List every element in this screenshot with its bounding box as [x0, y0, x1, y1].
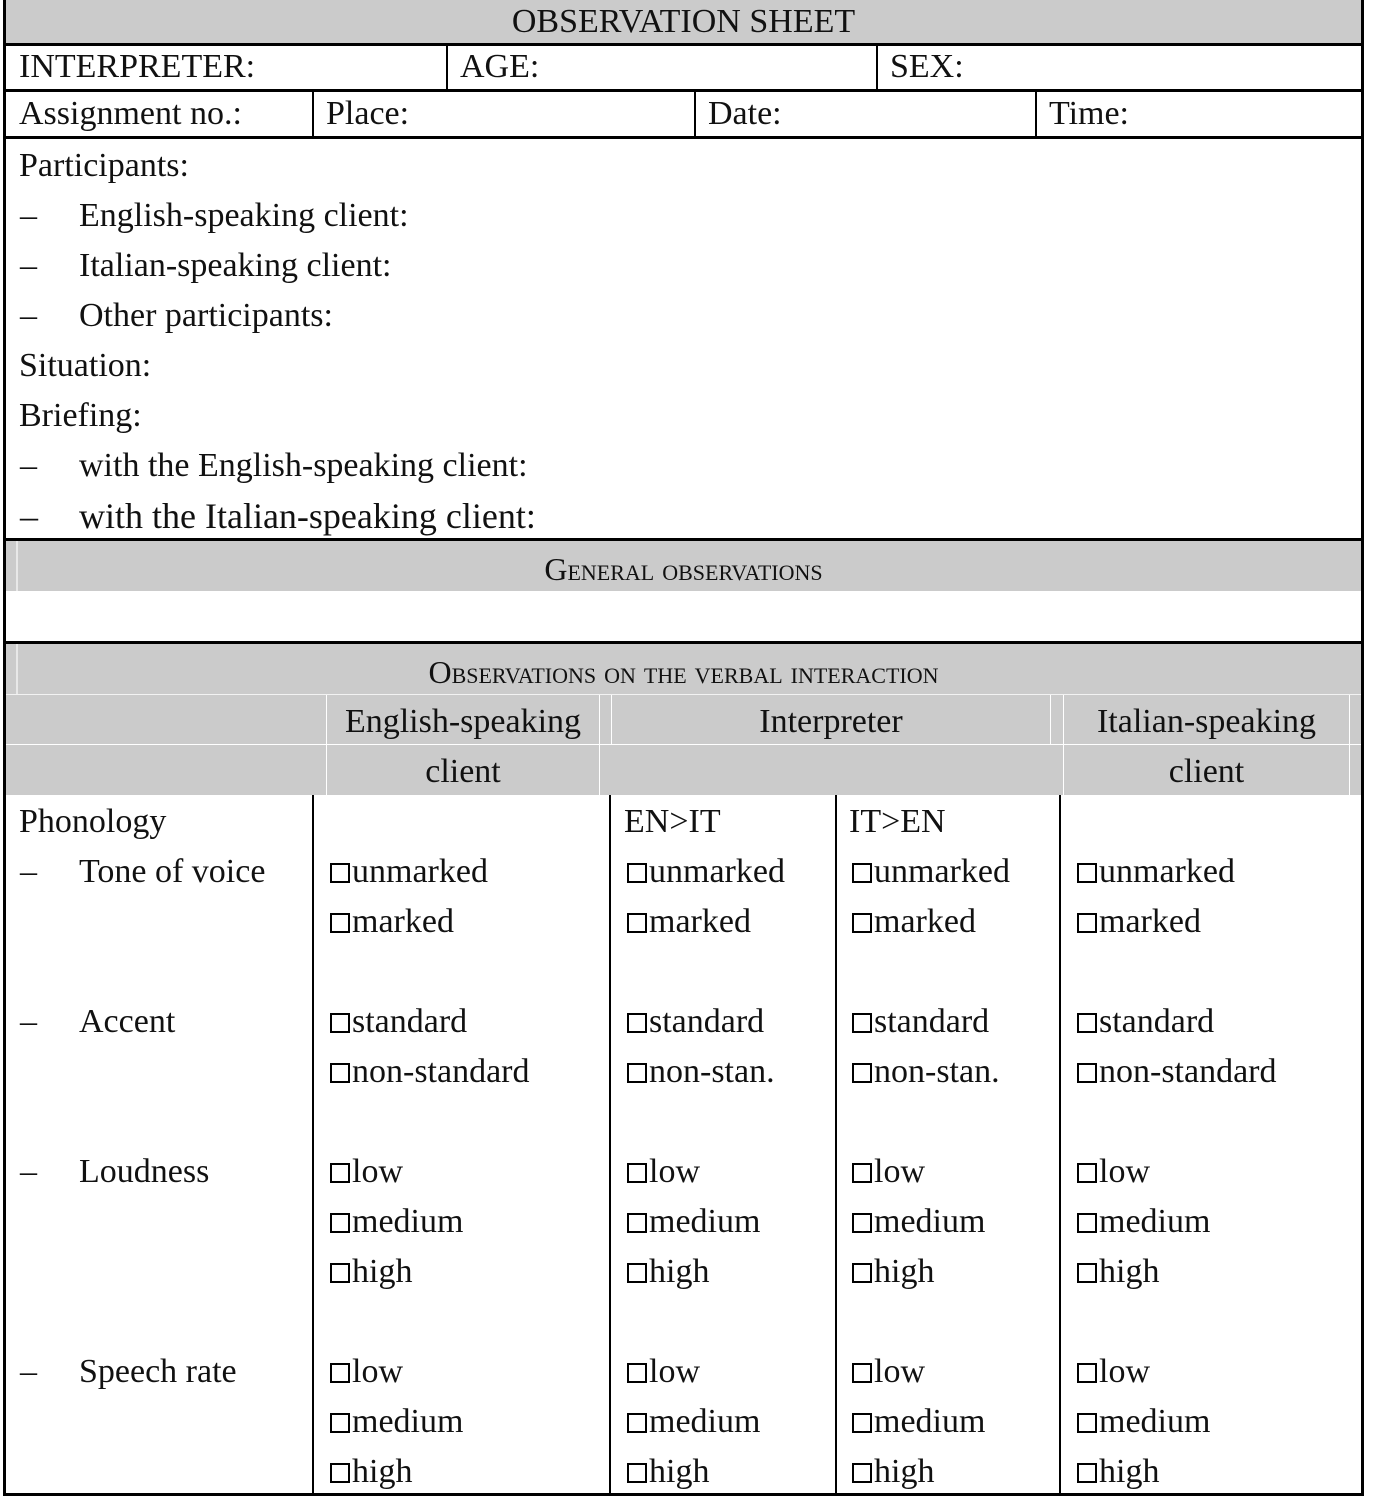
checkbox-option[interactable]: low	[330, 1347, 463, 1397]
other-participants-label: Other participants:	[79, 297, 333, 334]
briefing-italian-label: with the Italian-speaking client:	[79, 496, 536, 536]
phonology-label: Phonology	[19, 803, 167, 840]
checkbox-option[interactable]: low	[1077, 1347, 1210, 1397]
verbal-interaction-title: Observations on the verbal interaction	[428, 654, 939, 690]
verbal-interaction-header	[6, 644, 1361, 694]
speech-italian-options	[1077, 1347, 1210, 1497]
tone-of-voice-label: Tone of voice	[79, 853, 266, 890]
tone-english-options	[330, 847, 488, 947]
general-observations-field[interactable]	[6, 591, 1361, 641]
dash: –	[20, 447, 37, 484]
tone-en-it-options	[627, 847, 785, 947]
tone-it-en-options	[852, 847, 1010, 947]
checkbox-option[interactable]: unmarked	[852, 847, 1010, 897]
checkbox-option[interactable]: non-stan.	[627, 1047, 775, 1097]
participants-label: Participants:	[19, 147, 189, 184]
checkbox-icon[interactable]	[330, 1013, 350, 1033]
checkbox-icon[interactable]	[627, 1163, 647, 1183]
checkbox-icon[interactable]	[627, 1213, 647, 1233]
checkbox-option[interactable]: marked	[852, 897, 1010, 947]
dash: –	[20, 1153, 37, 1190]
checkbox-option[interactable]: standard	[627, 997, 775, 1047]
checkbox-icon[interactable]	[1077, 913, 1097, 933]
checkbox-option[interactable]: standard	[330, 997, 530, 1047]
subcol-it-en: IT>EN	[849, 803, 946, 840]
dash: –	[20, 1353, 37, 1390]
checkbox-icon[interactable]	[852, 1013, 872, 1033]
accent-english-options	[330, 997, 530, 1097]
checkbox-option[interactable]: high	[330, 1247, 463, 1297]
sheet-title: OBSERVATION SHEET	[511, 3, 856, 40]
situation-label: Situation:	[19, 347, 152, 384]
sex-label: SEX:	[890, 48, 964, 85]
age-label: AGE:	[460, 48, 540, 85]
checkbox-icon[interactable]	[1077, 863, 1097, 883]
checkbox-icon[interactable]	[852, 863, 872, 883]
checkbox-icon[interactable]	[330, 1363, 350, 1383]
checkbox-icon[interactable]	[852, 1163, 872, 1183]
checkbox-icon[interactable]	[1077, 1263, 1097, 1283]
dash: –	[20, 297, 37, 334]
speech-rate-label: Speech rate	[79, 1353, 237, 1390]
checkbox-option[interactable]: medium	[1077, 1197, 1210, 1247]
place-label: Place:	[326, 95, 410, 132]
checkbox-icon[interactable]	[852, 1063, 872, 1083]
time-field[interactable]	[1049, 91, 1129, 137]
col-italian-client-line2: client	[1168, 753, 1245, 790]
checkbox-option[interactable]: low	[852, 1147, 985, 1197]
checkbox-option[interactable]: low	[627, 1147, 760, 1197]
general-observations-title: General observations	[544, 551, 823, 587]
checkbox-option[interactable]: marked	[330, 897, 488, 947]
checkbox-option[interactable]: non-standard	[1077, 1047, 1277, 1097]
age-field[interactable]	[460, 44, 539, 90]
checkbox-icon[interactable]	[627, 1413, 647, 1433]
checkbox-icon[interactable]	[627, 1013, 647, 1033]
accent-en-it-options	[627, 997, 775, 1097]
accent-label: Accent	[79, 1003, 176, 1040]
checkbox-icon[interactable]	[627, 863, 647, 883]
loudness-label: Loudness	[79, 1153, 210, 1190]
checkbox-option[interactable]: high	[627, 1447, 760, 1497]
checkbox-icon[interactable]	[330, 913, 350, 933]
briefing-label: Briefing:	[19, 397, 142, 434]
checkbox-icon[interactable]	[852, 1413, 872, 1433]
loudness-it-en-options	[852, 1147, 985, 1297]
general-observations-header	[6, 541, 1361, 591]
checkbox-option[interactable]: high	[1077, 1447, 1210, 1497]
checkbox-option[interactable]: non-standard	[330, 1047, 530, 1097]
checkbox-icon[interactable]	[627, 913, 647, 933]
interpreter-label: INTERPRETER:	[19, 48, 256, 85]
checkbox-option[interactable]: high	[330, 1447, 463, 1497]
checkbox-icon[interactable]	[330, 1263, 350, 1283]
checkbox-option[interactable]: unmarked	[330, 847, 488, 897]
speech-it-en-options	[852, 1347, 985, 1497]
col-italian-client-line1: Italian-speaking	[1096, 703, 1317, 740]
checkbox-icon[interactable]	[852, 1463, 872, 1483]
checkbox-option[interactable]: unmarked	[627, 847, 785, 897]
checkbox-option[interactable]: high	[1077, 1247, 1210, 1297]
tone-italian-options	[1077, 847, 1235, 947]
dash: –	[20, 197, 37, 234]
checkbox-option[interactable]: high	[852, 1447, 985, 1497]
date-field[interactable]	[708, 91, 782, 137]
speech-english-options	[330, 1347, 463, 1497]
checkbox-option[interactable]: medium	[852, 1397, 985, 1447]
checkbox-option[interactable]: low	[852, 1347, 985, 1397]
checkbox-icon[interactable]	[1077, 1013, 1097, 1033]
accent-it-en-options	[852, 997, 1000, 1097]
checkbox-icon[interactable]	[627, 1063, 647, 1083]
checkbox-icon[interactable]	[330, 1463, 350, 1483]
checkbox-icon[interactable]	[330, 1063, 350, 1083]
loudness-en-it-options	[627, 1147, 760, 1297]
accent-italian-options	[1077, 997, 1277, 1097]
checkbox-icon[interactable]	[627, 1363, 647, 1383]
checkbox-icon[interactable]	[627, 1463, 647, 1483]
checkbox-icon[interactable]	[627, 1263, 647, 1283]
dash: –	[20, 853, 37, 890]
observation-sheet	[3, 0, 1364, 1496]
checkbox-option[interactable]: marked	[1077, 897, 1235, 947]
place-field[interactable]	[326, 91, 409, 137]
checkbox-option[interactable]: medium	[627, 1197, 760, 1247]
checkbox-option[interactable]: non-stan.	[852, 1047, 1000, 1097]
loudness-english-options	[330, 1147, 463, 1297]
sex-field[interactable]	[890, 44, 964, 90]
checkbox-icon[interactable]	[1077, 1213, 1097, 1233]
time-label: Time:	[1049, 95, 1130, 132]
checkbox-icon[interactable]	[852, 1263, 872, 1283]
checkbox-option[interactable]: standard	[852, 997, 1000, 1047]
italian-client-label: Italian-speaking client:	[79, 247, 392, 284]
checkbox-option[interactable]: low	[330, 1147, 463, 1197]
checkbox-option[interactable]: standard	[1077, 997, 1277, 1047]
subcol-en-it: EN>IT	[624, 803, 721, 840]
checkbox-icon[interactable]	[330, 1213, 350, 1233]
checkbox-option[interactable]: medium	[330, 1197, 463, 1247]
speech-en-it-options	[627, 1347, 760, 1497]
checkbox-icon[interactable]	[1077, 1463, 1097, 1483]
checkbox-icon[interactable]	[852, 1213, 872, 1233]
briefing-english-label: with the English-speaking client:	[79, 447, 528, 484]
col-english-client-line1: English-speaking	[344, 703, 582, 740]
checkbox-icon[interactable]	[1077, 1363, 1097, 1383]
assignment-field[interactable]	[19, 91, 242, 137]
checkbox-option[interactable]: high	[852, 1247, 985, 1297]
checkbox-option[interactable]: medium	[330, 1397, 463, 1447]
checkbox-icon[interactable]	[1077, 1163, 1097, 1183]
checkbox-icon[interactable]	[852, 1363, 872, 1383]
checkbox-option[interactable]: unmarked	[1077, 847, 1235, 897]
title-bar	[6, 0, 1361, 43]
checkbox-option[interactable]: medium	[1077, 1397, 1210, 1447]
checkbox-icon[interactable]	[1077, 1063, 1097, 1083]
loudness-italian-options	[1077, 1147, 1210, 1297]
dash: –	[20, 1003, 37, 1040]
checkbox-option[interactable]: medium	[852, 1197, 985, 1247]
checkbox-option[interactable]: high	[627, 1247, 760, 1297]
checkbox-icon[interactable]	[330, 1413, 350, 1433]
checkbox-option[interactable]: low	[1077, 1147, 1210, 1197]
dash: –	[20, 496, 38, 536]
date-label: Date:	[708, 95, 782, 132]
assignment-label: Assignment no.:	[19, 95, 242, 132]
interpreter-field[interactable]	[19, 44, 255, 90]
checkbox-option[interactable]: marked	[627, 897, 785, 947]
checkbox-icon[interactable]	[330, 863, 350, 883]
english-client-label: English-speaking client:	[79, 197, 409, 234]
dash: –	[20, 247, 37, 284]
checkbox-icon[interactable]	[852, 913, 872, 933]
checkbox-icon[interactable]	[1077, 1413, 1097, 1433]
col-english-client-line2: client	[425, 753, 501, 790]
col-interpreter: Interpreter	[759, 703, 903, 740]
checkbox-option[interactable]: low	[627, 1347, 760, 1397]
checkbox-option[interactable]: medium	[627, 1397, 760, 1447]
checkbox-icon[interactable]	[330, 1163, 350, 1183]
